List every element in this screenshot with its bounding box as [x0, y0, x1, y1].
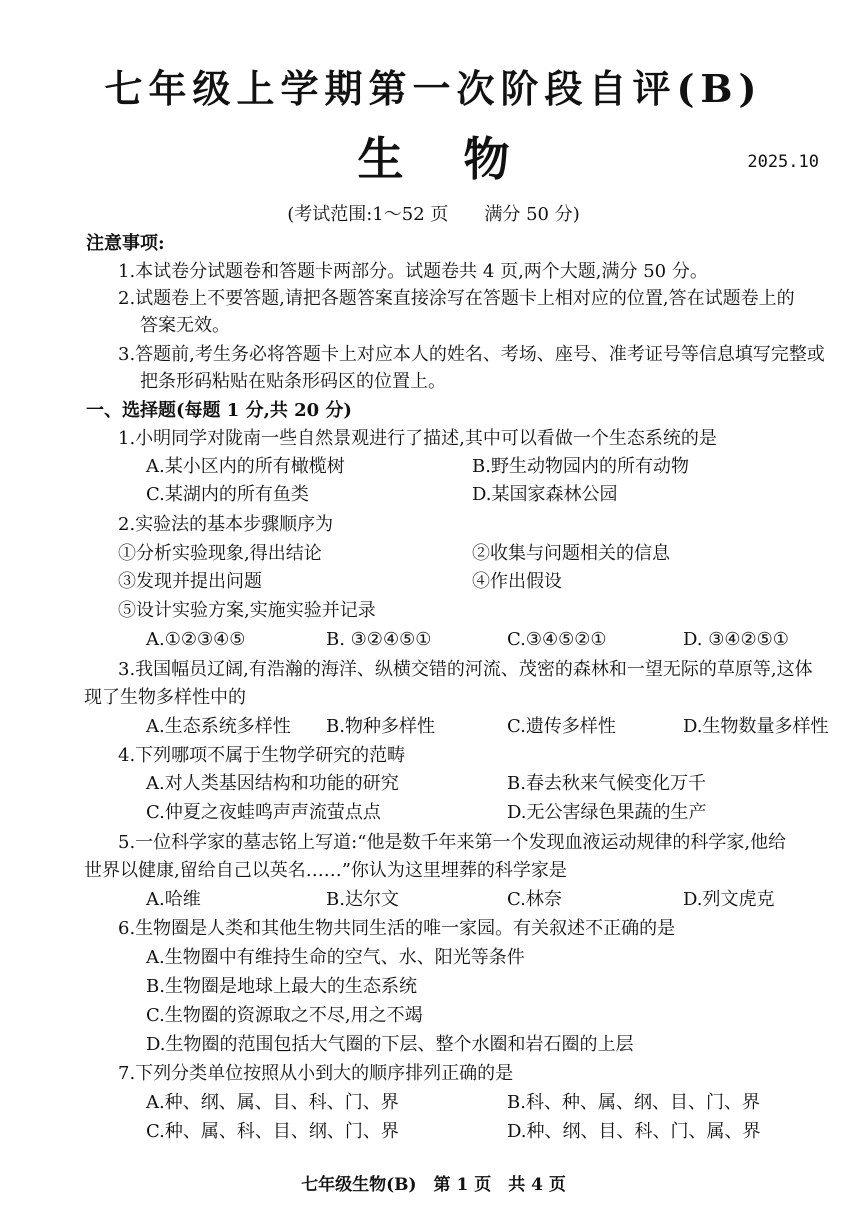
- question-5-option-c: C.林奈: [507, 889, 562, 910]
- question-3-option-a: A.生态系统多样性: [146, 716, 291, 737]
- question-2-stem: 2.实验法的基本步骤顺序为: [118, 514, 334, 535]
- question-4-option-d: D.无公害绿色果蔬的生产: [507, 802, 707, 823]
- question-7-stem: 7.下列分类单位按照从小到大的顺序排列正确的是: [118, 1063, 514, 1084]
- question-2-option-b: B. ③②④⑤①: [326, 629, 432, 650]
- question-4-option-c: C.仲夏之夜蛙鸣声声流萤点点: [146, 802, 381, 823]
- subject-title: 生物: [357, 132, 570, 186]
- exam-title: 七年级上学期第一次阶段自评(B): [104, 66, 763, 111]
- notice-item-3-cont: 把条形码粘贴在贴条形码区的位置上。: [140, 371, 446, 392]
- question-6-option-c: C.生物圈的资源取之不尽,用之不竭: [146, 1005, 423, 1026]
- question-6-option-a: A.生物圈中有维持生命的空气、水、阳光等条件: [146, 947, 525, 968]
- question-5-option-b: B.达尔文: [326, 889, 399, 910]
- question-5-option-d: D.列文虎克: [683, 889, 775, 910]
- question-3-option-d: D.生物数量多样性: [683, 716, 829, 737]
- question-2-step-4: ④作出假设: [472, 571, 562, 592]
- question-1-option-d: D.某国家森林公园: [472, 484, 618, 505]
- question-2-option-c: C.③④⑤②①: [507, 629, 607, 650]
- question-6-option-d: D.生物圈的范围包括大气圈的下层、整个水圈和岩石圈的上层: [146, 1034, 634, 1055]
- section-heading: 一、选择题(每题 1 分,共 20 分): [86, 400, 352, 421]
- question-2-step-2: ②收集与问题相关的信息: [472, 543, 670, 564]
- notice-heading: 注意事项:: [86, 233, 165, 254]
- exam-date: 2025.10: [747, 152, 819, 172]
- question-2-step-1: ①分析实验现象,得出结论: [118, 543, 322, 564]
- notice-item-1: 1.本试卷分试题卷和答题卡两部分。试题卷共 4 页,两个大题,满分 50 分。: [118, 261, 708, 282]
- question-7-option-d: D.种、纲、目、科、门、属、界: [507, 1121, 761, 1142]
- notice-item-2-cont: 答案无效。: [140, 315, 230, 336]
- question-7-option-c: C.种、属、科、目、纲、门、界: [146, 1121, 399, 1142]
- page-footer: 七年级生物(B) 第 1 页 共 4 页: [301, 1175, 566, 1195]
- question-2-option-d: D. ③④②⑤①: [683, 629, 789, 650]
- question-4-option-a: A.对人类基因结构和功能的研究: [146, 773, 399, 794]
- notice-item-3: 3.答题前,考生务必将答题卡上对应本人的姓名、考场、座号、准考证号等信息填写完整或: [118, 344, 825, 365]
- question-5-stem: 5.一位科学家的墓志铭上写道:“他是数千年来第一个发现血液运动规律的科学家,他给: [118, 832, 787, 853]
- question-7-option-b: B.科、种、属、纲、目、门、界: [507, 1092, 760, 1113]
- question-7-option-a: A.种、纲、属、目、科、门、界: [146, 1092, 399, 1113]
- notice-item-2: 2.试题卷上不要答题,请把各题答案直接涂写在答题卡上相对应的位置,答在试题卷上的: [118, 288, 795, 309]
- question-3-stem: 3.我国幅员辽阔,有浩瀚的海洋、纵横交错的河流、茂密的森林和一望无际的草原等,这体: [118, 659, 813, 680]
- question-2-option-a: A.①②③④⑤: [146, 629, 246, 650]
- question-4-option-b: B.春去秋来气候变化万千: [507, 773, 706, 794]
- question-3-stem-cont: 现了生物多样性中的: [84, 687, 246, 708]
- question-5-stem-cont: 世界以健康,留给自己以英名……”你认为这里埋葬的科学家是: [84, 860, 567, 881]
- question-1-option-a: A.某小区内的所有橄榄树: [146, 456, 345, 477]
- question-1-option-b: B.野生动物园内的所有动物: [472, 456, 689, 477]
- question-6-option-b: B.生物圈是地球上最大的生态系统: [146, 976, 417, 997]
- question-3-option-c: C.遗传多样性: [507, 716, 616, 737]
- question-6-stem: 6.生物圈是人类和其他生物共同生活的唯一家园。有关叙述不正确的是: [118, 918, 676, 939]
- question-1-option-c: C.某湖内的所有鱼类: [146, 484, 309, 505]
- exam-range: (考试范围:1～52 页 满分 50 分): [287, 204, 580, 225]
- question-4-stem: 4.下列哪项不属于生物学研究的范畴: [118, 745, 406, 766]
- question-2-step-3: ③发现并提出问题: [118, 571, 262, 592]
- question-2-step-5: ⑤设计实验方案,实施实验并记录: [118, 600, 376, 621]
- question-3-option-b: B.物种多样性: [326, 716, 435, 737]
- question-5-option-a: A.哈维: [146, 889, 201, 910]
- question-1-stem: 1.小明同学对陇南一些自然景观进行了描述,其中可以看做一个生态系统的是: [118, 428, 717, 449]
